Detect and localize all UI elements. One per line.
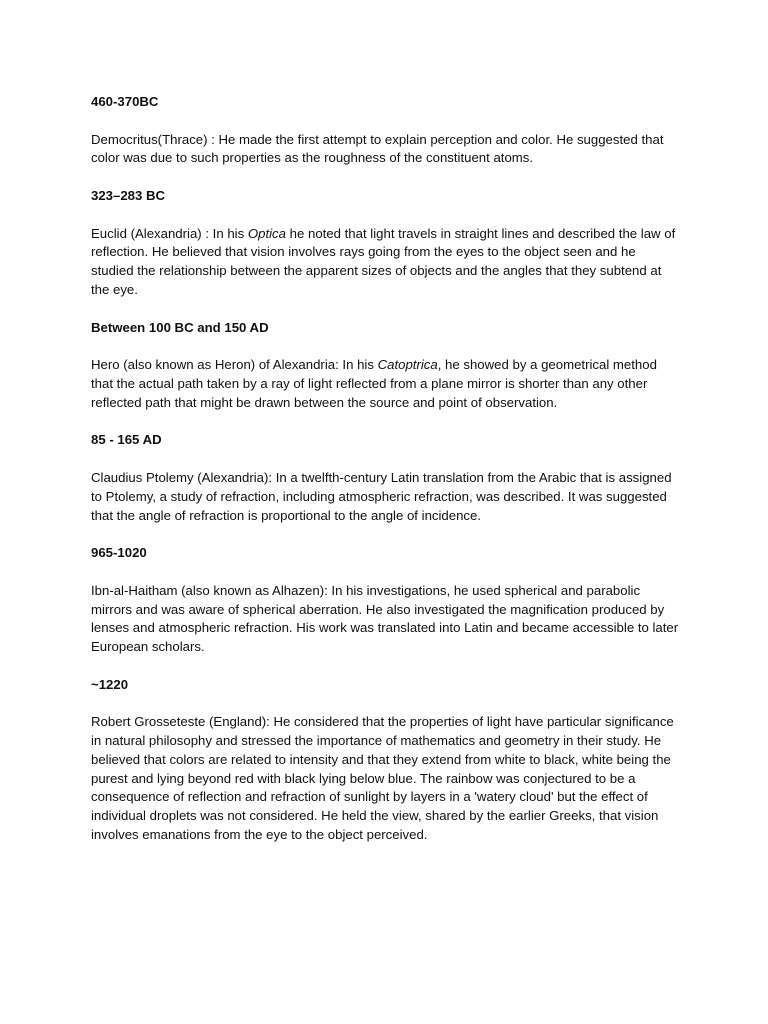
entry-text-hero-part-2: , he showed by a geometrical method that the actual path taken by a ray of light reflected from a plane mirror is shorter than any other reflected path that might be drawn between the source and point of observation. <box>91 357 657 410</box>
entry-date-grosseteste: ~1220 <box>91 676 129 692</box>
entry-text-democritus: Democritus(Thrace) : He made the first attempt to explain perception and color. He suggested that color was due to such properties as the roughness of the constituent atoms. <box>91 131 664 166</box>
document-page <box>91 93 681 864</box>
entry-date-democritus: 460-370BC <box>91 94 159 109</box>
entry-text-hero <box>91 356 681 412</box>
entry-text-hero-part-1: Hero (also known as Heron) of Alexandria: In his <box>91 357 378 373</box>
entry-text-euclid-part-1: Euclid (Alexandria) : In his <box>91 225 248 241</box>
entry-text-euclid-part-2: he noted that light travels in straight lines and described the law of reflection. He believed that vision involves rays going from the eyes to the object seen and he studied the relationship between the apparent sizes of objects and the angles that they subtend at the eye. <box>91 225 676 297</box>
book-title-catoptrica: Catoptrica <box>377 357 438 373</box>
entry-date-ptolemy: 85 - 165 AD <box>91 432 162 448</box>
entry-text-alhazen: Ibn-al-Haitham (also known as Alhazen): In his investigations, he used spherical and parabolic mirrors and was aware of spherical aberration. He also investigated the magnification produced by lenses and atmospheric refraction. His work was translated into Latin and became accessible to later European scholars. <box>91 582 679 655</box>
entry-text-euclid <box>91 225 681 300</box>
entry-text-grosseteste: Robert Grosseteste (England): He considered that the properties of light have particular significance in natural philosophy and stressed the importance of mathematics and geometry in their study. He believed that colors are related to intensity and that they extend from white to black, white being the purest and lying beyond red with black lying below blue. The rainbow was conjectured to be a consequence of reflection and refraction of sunlight by layers in a 'watery cloud' but the effect of individual droplets was not considered. He held the view, shared by the earlier Greeks, that vision involves emanations from the eye to the object perceived. <box>91 714 674 843</box>
entry-date-hero: Between 100 BC and 150 AD <box>91 319 269 335</box>
book-title-optica: Optica <box>247 225 286 241</box>
entry-date-alhazen: 965-1020 <box>91 545 147 561</box>
entry-text-ptolemy: Claudius Ptolemy (Alexandria): In a twelfth-century Latin translation from the Arabic that is assigned to Ptolemy, a study of refraction, including atmospheric refraction, was described. It was suggested that the angle of refraction is proportional to the angle of incidence. <box>91 469 672 523</box>
entry-date-euclid: 323–283 BC <box>91 187 166 203</box>
